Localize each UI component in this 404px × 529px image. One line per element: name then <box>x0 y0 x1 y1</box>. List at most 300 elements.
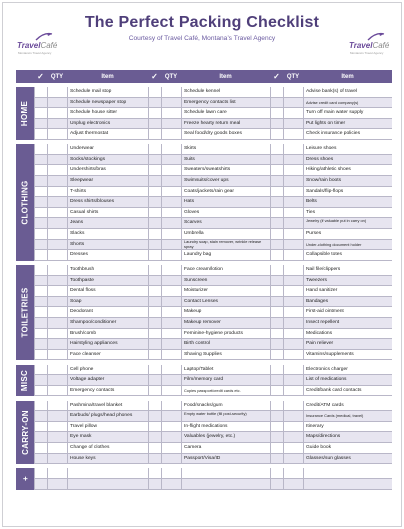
item-cell: Vitamins/supplements <box>303 350 392 361</box>
qty-cell[interactable] <box>161 443 181 454</box>
table-row <box>34 208 392 219</box>
check-box[interactable] <box>34 155 47 166</box>
check-box[interactable] <box>270 297 283 308</box>
item-cell: Empty water bottle (fill post-security) <box>181 411 270 422</box>
check-box[interactable] <box>148 119 161 130</box>
check-box[interactable] <box>270 468 283 479</box>
check-box[interactable] <box>148 386 161 397</box>
qty-cell[interactable] <box>47 401 67 412</box>
check-box[interactable] <box>270 350 283 361</box>
check-box[interactable] <box>34 297 47 308</box>
qty-cell[interactable] <box>47 350 67 361</box>
item-cell: Laundry soap, stain remover, wrinkle release spray <box>181 240 270 251</box>
qty-cell[interactable] <box>47 318 67 329</box>
qty-cell[interactable] <box>283 155 303 166</box>
item-cell: Jewelry (if valuable put in carry on) <box>303 218 392 229</box>
qty-cell[interactable] <box>283 229 303 240</box>
check-box[interactable] <box>148 108 161 119</box>
check-box[interactable] <box>148 218 161 229</box>
item-cell: Slacks <box>67 229 148 240</box>
table-row <box>34 129 392 140</box>
qty-cell[interactable] <box>283 339 303 350</box>
check-box[interactable] <box>270 479 283 490</box>
check-box[interactable] <box>34 432 47 443</box>
check-box[interactable] <box>270 339 283 350</box>
qty-cell[interactable] <box>161 165 181 176</box>
check-box[interactable] <box>148 318 161 329</box>
qty-cell[interactable] <box>161 375 181 386</box>
check-box[interactable] <box>34 276 47 287</box>
qty-cell[interactable] <box>47 250 67 261</box>
qty-cell[interactable] <box>283 108 303 119</box>
qty-cell[interactable] <box>161 350 181 361</box>
check-box[interactable] <box>34 339 47 350</box>
qty-cell[interactable] <box>47 98 67 109</box>
qty-cell[interactable] <box>47 165 67 176</box>
section-label <box>16 468 34 489</box>
check-box[interactable] <box>34 98 47 109</box>
check-box[interactable] <box>34 197 47 208</box>
logo-tagline: Montana's Travel Agency <box>350 51 384 55</box>
qty-cell[interactable] <box>47 329 67 340</box>
check-box[interactable] <box>270 286 283 297</box>
item-cell: Cell phone <box>67 365 148 376</box>
qty-cell[interactable] <box>47 208 67 219</box>
check-box[interactable] <box>148 129 161 140</box>
qty-cell[interactable] <box>283 129 303 140</box>
check-box[interactable] <box>270 250 283 261</box>
check-box[interactable] <box>34 229 47 240</box>
check-box[interactable] <box>34 165 47 176</box>
item-cell <box>67 479 148 490</box>
check-box[interactable] <box>34 208 47 219</box>
qty-cell[interactable] <box>47 119 67 130</box>
qty-cell[interactable] <box>161 468 181 479</box>
item-cell: Unplug electronics <box>67 119 148 130</box>
qty-cell[interactable] <box>47 443 67 454</box>
qty-cell[interactable] <box>283 276 303 287</box>
check-box[interactable] <box>270 119 283 130</box>
check-box[interactable] <box>148 365 161 376</box>
qty-cell[interactable] <box>47 176 67 187</box>
check-box[interactable] <box>270 375 283 386</box>
qty-cell[interactable] <box>47 375 67 386</box>
check-box[interactable] <box>270 265 283 276</box>
table-row <box>34 454 392 465</box>
check-box[interactable] <box>270 443 283 454</box>
section-label <box>16 265 34 360</box>
item-cell: Contact Lenses <box>181 297 270 308</box>
qty-cell[interactable] <box>283 401 303 412</box>
qty-cell[interactable] <box>47 265 67 276</box>
qty-cell[interactable] <box>283 286 303 297</box>
check-box[interactable] <box>148 87 161 98</box>
qty-cell[interactable] <box>283 119 303 130</box>
table-row <box>34 443 392 454</box>
item-cell: Food/snacks/gum <box>181 401 270 412</box>
check-box[interactable] <box>270 98 283 109</box>
qty-cell[interactable] <box>283 197 303 208</box>
check-box[interactable] <box>34 218 47 229</box>
check-box[interactable] <box>270 165 283 176</box>
travel-cafe-logo-icon <box>349 41 393 63</box>
check-box[interactable] <box>270 144 283 155</box>
check-box[interactable] <box>148 276 161 287</box>
check-box[interactable] <box>270 401 283 412</box>
qty-cell[interactable] <box>161 250 181 261</box>
table-row <box>34 432 392 443</box>
check-box[interactable] <box>270 187 283 198</box>
qty-cell[interactable] <box>283 411 303 422</box>
table-row <box>34 375 392 386</box>
item-cell: First-aid ointment <box>303 307 392 318</box>
qty-column-header: QTY <box>47 70 67 83</box>
qty-cell[interactable] <box>47 197 67 208</box>
qty-cell[interactable] <box>283 297 303 308</box>
check-box[interactable] <box>148 443 161 454</box>
check-box[interactable] <box>34 144 47 155</box>
item-cell: Toothbrush <box>67 265 148 276</box>
table-row <box>34 411 392 422</box>
check-box[interactable] <box>270 108 283 119</box>
check-box[interactable] <box>148 297 161 308</box>
item-cell: Credit/ATM cards <box>303 401 392 412</box>
item-cell: Birth control <box>181 339 270 350</box>
item-cell: Freeze hearty return meal <box>181 119 270 130</box>
qty-cell[interactable] <box>283 218 303 229</box>
item-cell: Shorts <box>67 240 148 251</box>
check-box[interactable] <box>34 350 47 361</box>
qty-cell[interactable] <box>161 144 181 155</box>
check-box[interactable] <box>34 250 47 261</box>
check-box[interactable] <box>148 240 161 251</box>
item-cell: Credit/bank card contacts <box>303 386 392 397</box>
check-box[interactable] <box>270 240 283 251</box>
qty-cell[interactable] <box>47 339 67 350</box>
item-cell: Toothpaste <box>67 276 148 287</box>
qty-cell[interactable] <box>283 479 303 490</box>
check-box[interactable] <box>148 411 161 422</box>
table-row <box>34 250 392 261</box>
qty-cell[interactable] <box>47 411 67 422</box>
qty-cell[interactable] <box>283 265 303 276</box>
qty-cell[interactable] <box>283 318 303 329</box>
check-box[interactable] <box>148 339 161 350</box>
qty-cell[interactable] <box>283 98 303 109</box>
check-box[interactable] <box>148 197 161 208</box>
item-cell: Travel pillow <box>67 422 148 433</box>
qty-cell[interactable] <box>161 339 181 350</box>
qty-cell[interactable] <box>47 468 67 479</box>
check-box[interactable] <box>270 218 283 229</box>
qty-cell[interactable] <box>47 144 67 155</box>
check-box[interactable] <box>34 365 47 376</box>
check-box[interactable] <box>270 229 283 240</box>
header <box>3 3 401 65</box>
checklist-page <box>2 2 402 527</box>
check-box[interactable] <box>34 87 47 98</box>
qty-cell[interactable] <box>283 307 303 318</box>
qty-cell[interactable] <box>161 329 181 340</box>
item-cell: Brush/comb <box>67 329 148 340</box>
item-cell: Schedule kennel <box>181 87 270 98</box>
qty-cell[interactable] <box>161 422 181 433</box>
check-box[interactable] <box>270 318 283 329</box>
item-cell: Laundry bag <box>181 250 270 261</box>
qty-cell[interactable] <box>161 286 181 297</box>
check-box[interactable] <box>34 468 47 479</box>
check-box[interactable] <box>148 176 161 187</box>
check-box[interactable] <box>148 401 161 412</box>
check-box[interactable] <box>34 422 47 433</box>
check-box[interactable] <box>34 411 47 422</box>
check-box[interactable] <box>34 443 47 454</box>
check-box[interactable] <box>34 187 47 198</box>
check-box[interactable] <box>270 87 283 98</box>
qty-cell[interactable] <box>161 98 181 109</box>
item-cell: Undershirts/bras <box>67 165 148 176</box>
qty-cell[interactable] <box>161 197 181 208</box>
check-box[interactable] <box>148 468 161 479</box>
table-row <box>34 98 392 109</box>
qty-cell[interactable] <box>47 108 67 119</box>
table-row <box>34 197 392 208</box>
qty-cell[interactable] <box>47 155 67 166</box>
check-box[interactable] <box>270 129 283 140</box>
item-cell: Shampoo/conditioner <box>67 318 148 329</box>
item-cell: Collapsible totes <box>303 250 392 261</box>
item-cell: Dress shirts/blouses <box>67 197 148 208</box>
check-box[interactable] <box>270 432 283 443</box>
qty-cell[interactable] <box>47 454 67 465</box>
qty-cell[interactable] <box>283 329 303 340</box>
check-box[interactable] <box>270 386 283 397</box>
check-box[interactable] <box>148 432 161 443</box>
item-cell: Jeans <box>67 218 148 229</box>
check-box[interactable] <box>270 329 283 340</box>
qty-cell[interactable] <box>161 297 181 308</box>
check-box[interactable] <box>34 318 47 329</box>
check-box[interactable] <box>270 176 283 187</box>
item-column-header: Item <box>303 70 392 83</box>
check-box[interactable] <box>270 411 283 422</box>
qty-cell[interactable] <box>161 265 181 276</box>
check-box[interactable] <box>148 250 161 261</box>
check-box[interactable] <box>270 454 283 465</box>
logo-brand: TravelCafé <box>349 41 390 50</box>
qty-cell[interactable] <box>283 468 303 479</box>
check-box[interactable] <box>34 286 47 297</box>
qty-cell[interactable] <box>47 240 67 251</box>
check-box[interactable] <box>34 129 47 140</box>
table-row <box>34 365 392 376</box>
check-box[interactable] <box>34 454 47 465</box>
qty-cell[interactable] <box>47 286 67 297</box>
item-cell: Casual shirts <box>67 208 148 219</box>
section-home <box>16 87 392 140</box>
check-box[interactable] <box>148 479 161 490</box>
qty-cell[interactable] <box>283 432 303 443</box>
qty-cell[interactable] <box>161 208 181 219</box>
check-box[interactable] <box>148 350 161 361</box>
qty-cell[interactable] <box>283 386 303 397</box>
qty-cell[interactable] <box>283 375 303 386</box>
item-cell: House keys <box>67 454 148 465</box>
table-row <box>34 479 392 490</box>
check-box[interactable] <box>34 108 47 119</box>
table-row <box>34 297 392 308</box>
qty-cell[interactable] <box>47 432 67 443</box>
item-cell <box>67 468 148 479</box>
check-box[interactable] <box>148 329 161 340</box>
item-cell: Adjust thermostat <box>67 129 148 140</box>
item-cell: Maps/directions <box>303 432 392 443</box>
check-box[interactable] <box>270 155 283 166</box>
item-cell: Face cream/lotion <box>181 265 270 276</box>
qty-cell[interactable] <box>47 297 67 308</box>
qty-cell[interactable] <box>47 187 67 198</box>
qty-cell[interactable] <box>283 87 303 98</box>
qty-cell[interactable] <box>283 187 303 198</box>
qty-cell[interactable] <box>161 119 181 130</box>
item-cell: Nail file/clippers <box>303 265 392 276</box>
item-cell: Schedule newspaper stop <box>67 98 148 109</box>
qty-cell[interactable] <box>47 307 67 318</box>
qty-cell[interactable] <box>47 386 67 397</box>
item-cell: Leisure shoes <box>303 144 392 155</box>
item-cell <box>303 468 392 479</box>
check-box[interactable] <box>34 176 47 187</box>
qty-cell[interactable] <box>283 422 303 433</box>
item-cell: Moisturizer <box>181 286 270 297</box>
item-cell: Belts <box>303 197 392 208</box>
qty-cell[interactable] <box>161 276 181 287</box>
qty-cell[interactable] <box>161 365 181 376</box>
qty-cell[interactable] <box>283 350 303 361</box>
qty-cell[interactable] <box>161 229 181 240</box>
check-box[interactable] <box>34 401 47 412</box>
qty-cell[interactable] <box>283 454 303 465</box>
qty-cell[interactable] <box>161 318 181 329</box>
check-box[interactable] <box>148 98 161 109</box>
check-box[interactable] <box>148 307 161 318</box>
check-box[interactable] <box>34 307 47 318</box>
qty-cell[interactable] <box>161 176 181 187</box>
section-label-text: HOME <box>20 100 30 127</box>
item-cell: Bandages <box>303 297 392 308</box>
check-box[interactable] <box>270 208 283 219</box>
check-box[interactable] <box>34 240 47 251</box>
item-cell: Sunscreen <box>181 276 270 287</box>
qty-cell[interactable] <box>161 411 181 422</box>
item-cell: Passport/Visa/ID <box>181 454 270 465</box>
check-box[interactable] <box>34 119 47 130</box>
section-toiletries <box>16 265 392 360</box>
qty-cell[interactable] <box>161 240 181 251</box>
qty-cell[interactable] <box>283 144 303 155</box>
qty-cell[interactable] <box>47 129 67 140</box>
check-box[interactable] <box>270 307 283 318</box>
qty-cell[interactable] <box>161 218 181 229</box>
qty-column-header: QTY <box>283 70 303 83</box>
item-cell: Advise credit card company(s) <box>303 98 392 109</box>
item-cell: Scarves <box>181 218 270 229</box>
check-box[interactable] <box>148 155 161 166</box>
check-box[interactable] <box>270 422 283 433</box>
item-cell: Pain reliever <box>303 339 392 350</box>
table-row <box>34 176 392 187</box>
check-box[interactable] <box>148 265 161 276</box>
qty-cell[interactable] <box>47 365 67 376</box>
qty-cell[interactable] <box>283 365 303 376</box>
check-box[interactable] <box>148 229 161 240</box>
check-box[interactable] <box>270 197 283 208</box>
check-box[interactable] <box>148 454 161 465</box>
check-box[interactable] <box>34 375 47 386</box>
qty-cell[interactable] <box>47 87 67 98</box>
qty-cell[interactable] <box>47 422 67 433</box>
qty-cell[interactable] <box>161 129 181 140</box>
item-cell: Pashmina/travel blanket <box>67 401 148 412</box>
qty-cell[interactable] <box>47 218 67 229</box>
check-box[interactable] <box>148 375 161 386</box>
qty-cell[interactable] <box>161 386 181 397</box>
qty-cell[interactable] <box>161 401 181 412</box>
header-corner <box>16 70 34 83</box>
check-box[interactable] <box>148 422 161 433</box>
qty-cell[interactable] <box>47 276 67 287</box>
qty-cell[interactable] <box>161 187 181 198</box>
check-box[interactable] <box>148 286 161 297</box>
item-cell: Advise bank(s) of travel <box>303 87 392 98</box>
check-box[interactable] <box>34 329 47 340</box>
item-cell: Underwear <box>67 144 148 155</box>
qty-cell[interactable] <box>161 155 181 166</box>
item-cell: Feminine-hygiene products <box>181 329 270 340</box>
qty-cell[interactable] <box>283 165 303 176</box>
qty-cell[interactable] <box>283 240 303 251</box>
checkmark-icon: ✓ <box>270 70 283 83</box>
qty-cell[interactable] <box>47 479 67 490</box>
qty-cell[interactable] <box>283 208 303 219</box>
check-box[interactable] <box>148 208 161 219</box>
check-box[interactable] <box>148 144 161 155</box>
item-cell: List of medications <box>303 375 392 386</box>
check-box[interactable] <box>34 386 47 397</box>
table-row <box>34 307 392 318</box>
item-cell: Camera <box>181 443 270 454</box>
qty-cell[interactable] <box>283 250 303 261</box>
qty-cell[interactable] <box>283 443 303 454</box>
section-label <box>16 401 34 465</box>
qty-cell[interactable] <box>161 307 181 318</box>
check-box[interactable] <box>270 276 283 287</box>
check-box[interactable] <box>148 165 161 176</box>
check-box[interactable] <box>270 365 283 376</box>
item-cell: Emergency contacts list <box>181 98 270 109</box>
qty-cell[interactable] <box>283 176 303 187</box>
qty-cell[interactable] <box>47 229 67 240</box>
qty-cell[interactable] <box>161 108 181 119</box>
qty-cell[interactable] <box>161 454 181 465</box>
check-box[interactable] <box>34 479 47 490</box>
page-title: The Perfect Packing Checklist <box>84 14 320 31</box>
qty-cell[interactable] <box>161 432 181 443</box>
qty-cell[interactable] <box>161 87 181 98</box>
qty-cell[interactable] <box>161 479 181 490</box>
check-box[interactable] <box>148 187 161 198</box>
check-box[interactable] <box>34 265 47 276</box>
